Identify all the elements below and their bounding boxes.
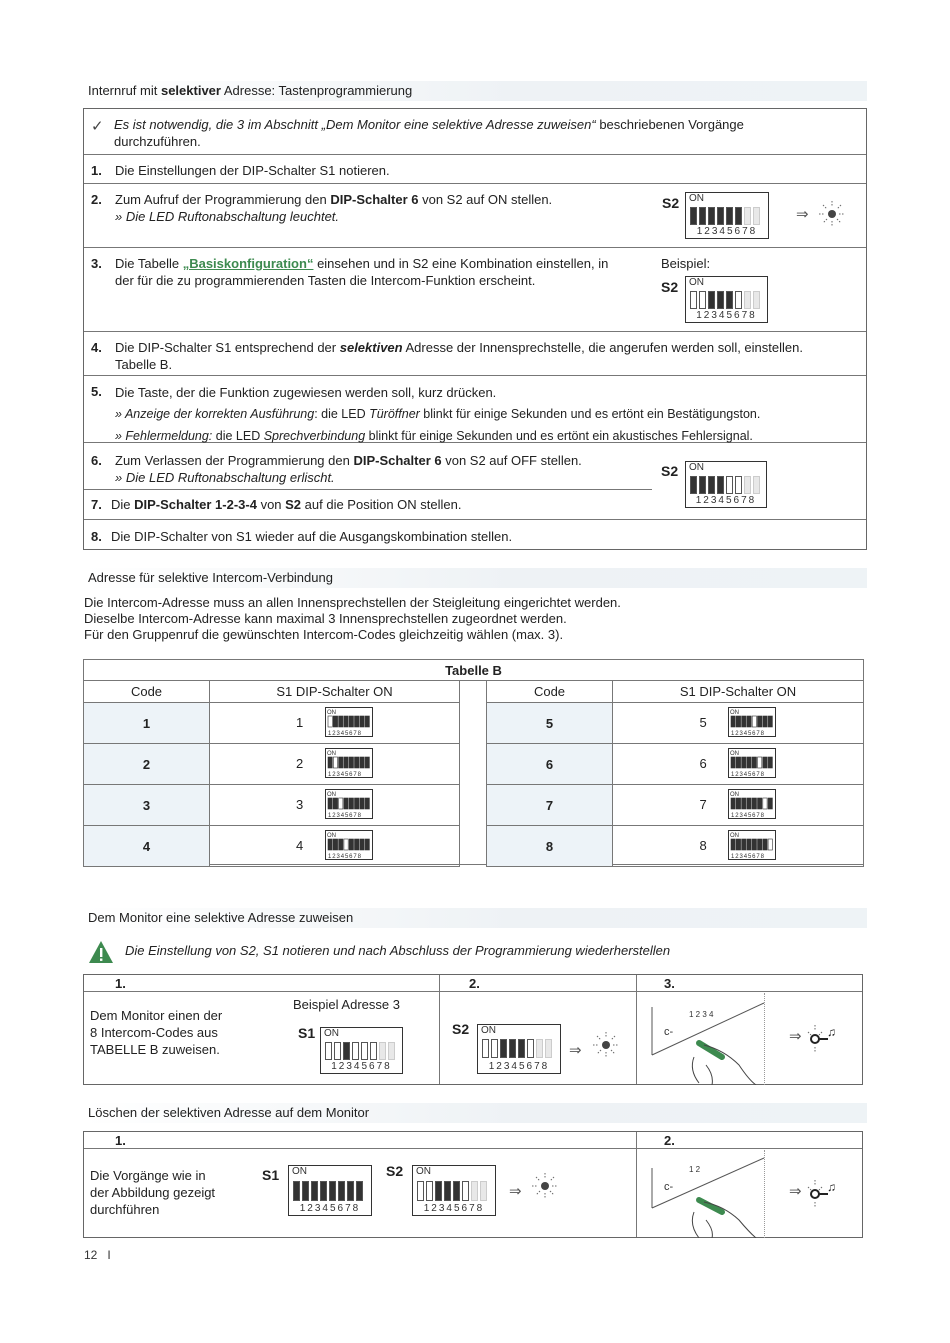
mini-dip-lever — [365, 839, 369, 850]
mini-dip-7 — [728, 789, 776, 822]
dip-switch-lever[interactable] — [379, 1042, 386, 1060]
table-row: 6 6 ON 12345678 — [487, 744, 864, 785]
mini-dip-lever — [344, 839, 348, 850]
dip-switch-lever[interactable] — [717, 291, 724, 309]
dip-switch-lever[interactable] — [545, 1039, 552, 1058]
dip-switch-lever[interactable] — [293, 1181, 300, 1201]
mini-dip-lever — [737, 716, 741, 727]
hand-press-illustration — [644, 1150, 774, 1241]
dip-switch-lever[interactable] — [690, 291, 697, 309]
mini-dip-lever — [328, 716, 332, 727]
table-b-left: Code S1 DIP-Schalter ON 1 1 ON 12345678 2 2 ON 12345678 3 3 ON 12345678 4 4 ON 12345678 — [83, 680, 460, 867]
mini-dip-lever — [742, 798, 746, 809]
dip-switch-s2-monitor — [477, 1024, 561, 1074]
dip-switch-lever[interactable] — [320, 1181, 327, 1201]
mini-dip-lever — [354, 757, 358, 768]
svg-text:c-: c- — [664, 1026, 674, 1038]
dip-switch-s2-step6 — [685, 461, 767, 508]
svg-text:12345678: 12345678 — [731, 730, 766, 737]
mini-dip-lever — [339, 757, 343, 768]
mini-dip-lever — [763, 716, 767, 727]
dip-switch-lever[interactable] — [744, 291, 751, 309]
mini-dip-lever — [737, 839, 741, 850]
mini-dip-lever — [742, 839, 746, 850]
dip-switch-lever[interactable] — [717, 207, 724, 225]
dip-switch-lever[interactable] — [480, 1181, 487, 1201]
mini-dip-lever — [747, 798, 751, 809]
mini-dip-lever — [742, 757, 746, 768]
svg-text:c-: c- — [664, 1181, 674, 1193]
svg-text:12345678: 12345678 — [327, 812, 362, 819]
dip-switch-lever[interactable] — [462, 1181, 469, 1201]
mini-dip-lever — [344, 716, 348, 727]
svg-text:♫: ♫ — [827, 1025, 836, 1039]
mini-dip-lever — [737, 798, 741, 809]
svg-text:1 2 3 4: 1 2 3 4 — [689, 1010, 714, 1019]
dip-switch-lever[interactable] — [444, 1181, 451, 1201]
mini-dip-lever — [763, 757, 767, 768]
dip-switch-lever[interactable] — [690, 207, 697, 225]
dip-switch-lever[interactable] — [753, 207, 760, 225]
arrow-icon: ⇒ — [796, 206, 809, 223]
dip-switch-lever[interactable] — [453, 1181, 460, 1201]
dip-switch-s2-delete — [412, 1165, 496, 1216]
step-8: 8. Die DIP-Schalter von S1 wieder auf die Ausgangskombination stellen. — [91, 529, 513, 544]
mini-dip-lever — [747, 757, 751, 768]
dip-switch-lever[interactable] — [744, 207, 751, 225]
svg-text:ON: ON — [730, 709, 740, 716]
svg-text:12345678: 12345678 — [731, 853, 766, 860]
mini-dip-lever — [339, 798, 343, 809]
dip-switch-s1-address3 — [320, 1027, 403, 1074]
warning-text: Die Einstellung von S2, S1 notieren und nach Abschluss der Programmierung wiederherstellen — [125, 943, 671, 958]
dip-switch-lever[interactable] — [334, 1042, 341, 1060]
step-1: 1. Die Einstellungen der DIP-Schalter S1 notieren. — [84, 155, 866, 184]
mini-dip-lever — [328, 757, 332, 768]
check-icon: ✓ — [91, 118, 104, 135]
mini-dip-lever — [365, 716, 369, 727]
section-title-internruf: Internruf mit selektiver Adresse: Tastenprogrammierung — [83, 81, 867, 101]
mini-dip-lever — [354, 839, 358, 850]
dip-switch-lever[interactable] — [352, 1042, 359, 1060]
dip-numbers: 12345678 — [695, 495, 757, 506]
dip-numbers: 12345678 — [696, 310, 757, 321]
section-title-monitor: Dem Monitor eine selektive Adresse zuweisen — [83, 908, 867, 928]
svg-text:ON: ON — [730, 791, 740, 798]
page-number: 12 I — [84, 1248, 111, 1262]
dip-switch-lever[interactable] — [708, 476, 715, 494]
steps-box — [83, 108, 867, 550]
mini-dip-3 — [325, 789, 373, 822]
svg-text:12345678: 12345678 — [327, 730, 362, 737]
mini-dip-lever — [349, 839, 353, 850]
dip-switch-lever[interactable] — [518, 1039, 525, 1058]
dip-switch-lever[interactable] — [708, 291, 715, 309]
dip-switch-lever[interactable] — [471, 1181, 478, 1201]
mini-dip-lever — [333, 716, 337, 727]
dip-switch-s2-step2 — [685, 192, 769, 239]
dip-switch-lever[interactable] — [536, 1039, 543, 1058]
dip-switch-lever[interactable] — [509, 1039, 516, 1058]
dip-switch-lever[interactable] — [726, 207, 733, 225]
dip-switch-lever[interactable] — [708, 207, 715, 225]
mini-dip-lever — [354, 716, 358, 727]
dip-numbers: 12345678 — [488, 1061, 550, 1072]
mini-dip-lever — [742, 716, 746, 727]
mini-dip-lever — [758, 716, 762, 727]
step-2: 2. Zum Aufruf der Programmierung den DIP-Schalter 6 von S2 auf ON stellen. » Die LED Ruftonabschaltung leuchtet. S2 ON 12345678 ⇒ — [84, 184, 866, 248]
mini-dip-lever — [747, 716, 751, 727]
dip-on-label: ON — [292, 1166, 307, 1177]
dip-switch-lever[interactable] — [753, 476, 760, 494]
mini-dip-lever — [737, 757, 741, 768]
note-row: ✓ Es ist notwendig, die 3 im Abschnitt „Dem Monitor eine selektive Adresse zuweisen“ beschriebenen Vorgänge durchzuführen. — [84, 109, 866, 155]
svg-text:12345678: 12345678 — [327, 771, 362, 778]
dip-switch-lever[interactable] — [491, 1039, 498, 1058]
mini-dip-lever — [758, 839, 762, 850]
svg-text:12345678: 12345678 — [327, 853, 362, 860]
mini-dip-lever — [349, 757, 353, 768]
mini-dip-lever — [328, 839, 332, 850]
dip-switch-lever[interactable] — [356, 1181, 363, 1201]
dip-switch-lever[interactable] — [426, 1181, 433, 1201]
dip-on-label: ON — [481, 1025, 496, 1036]
mini-dip-lever — [769, 839, 773, 850]
dip-switch-lever[interactable] — [325, 1042, 332, 1060]
dip-switch-lever[interactable] — [388, 1042, 395, 1060]
mini-dip-lever — [758, 757, 762, 768]
mini-dip-lever — [360, 716, 364, 727]
dip-switch-lever[interactable] — [500, 1039, 507, 1058]
table-row: 3 3 ON 12345678 — [84, 785, 460, 826]
dip-numbers: 12345678 — [331, 1061, 392, 1072]
s2-label: S2 — [662, 195, 680, 211]
warning-icon — [88, 940, 114, 967]
mini-dip-lever — [758, 798, 762, 809]
mini-dip-lever — [753, 839, 757, 850]
mini-dip-lever — [753, 716, 757, 727]
dip-switch-lever[interactable] — [435, 1181, 442, 1201]
svg-text:1 2: 1 2 — [689, 1165, 701, 1174]
svg-text:ON: ON — [326, 750, 336, 757]
dip-switch-lever[interactable] — [744, 476, 751, 494]
mini-dip-lever — [731, 757, 735, 768]
dip-switch-lever[interactable] — [311, 1181, 318, 1201]
table-row: 1 1 ON 12345678 — [84, 703, 460, 744]
table-b-title: Tabelle B — [84, 660, 863, 681]
svg-text:ON: ON — [326, 832, 336, 839]
dip-switch-s1-delete — [288, 1165, 372, 1216]
mini-dip-lever — [763, 798, 767, 809]
dip-on-label: ON — [689, 277, 704, 288]
dip-numbers: 12345678 — [423, 1203, 485, 1214]
section-title-adresse: Adresse für selektive Intercom-Verbindung — [83, 568, 867, 588]
step-5: 5. Die Taste, der die Funktion zugewiesen werden soll, kurz drücken. » Anzeige der korrekten Ausführung: die LED Türöffner blinkt für einige Sekunden und es ertönt ein Bestätigungston. » Fehlermeldung: die LED Sprechverbindung blinkt für einige Sekunden und es ertönt ein akustisches Fehlersignal. — [84, 376, 866, 443]
mini-dip-lever — [365, 757, 369, 768]
key-tone-icon — [806, 1178, 838, 1211]
table-row: 2 2 ON 12345678 — [84, 744, 460, 785]
dip-switch-lever[interactable] — [347, 1181, 354, 1201]
dip-numbers: 12345678 — [696, 226, 758, 237]
dip-switch-lever[interactable] — [753, 291, 760, 309]
dip-switch-lever[interactable] — [690, 476, 697, 494]
mini-dip-lever — [333, 757, 337, 768]
dip-switch-lever[interactable] — [329, 1181, 336, 1201]
mini-dip-5 — [728, 707, 776, 740]
mini-dip-2 — [325, 748, 373, 781]
mini-dip-lever — [731, 798, 735, 809]
dip-numbers: 12345678 — [299, 1203, 361, 1214]
dip-switch-lever[interactable] — [699, 476, 706, 494]
mini-dip-lever — [328, 798, 332, 809]
mini-dip-lever — [769, 798, 773, 809]
mini-dip-lever — [769, 716, 773, 727]
mini-dip-lever — [731, 716, 735, 727]
step-3: 3. Die Tabelle „Basiskonfiguration“ einsehen und in S2 eine Kombination einstellen, in der für die zu programmierenden Tasten die Intercom-Funktion erscheint. Beispiel: S2 ON 12345678 — [84, 248, 866, 332]
svg-text:12345678: 12345678 — [731, 812, 766, 819]
mini-dip-lever — [339, 716, 343, 727]
dip-switch-lever[interactable] — [302, 1181, 309, 1201]
dip-on-label: ON — [324, 1028, 339, 1039]
mini-dip-lever — [769, 757, 773, 768]
mini-dip-lever — [731, 839, 735, 850]
dip-switch-lever[interactable] — [343, 1042, 350, 1060]
svg-text:ON: ON — [326, 709, 336, 716]
dip-switch-lever[interactable] — [699, 207, 706, 225]
dip-switch-lever[interactable] — [361, 1042, 368, 1060]
led-blink-icon — [592, 1031, 620, 1062]
mini-dip-lever — [333, 839, 337, 850]
dip-switch-lever[interactable] — [338, 1181, 345, 1201]
mini-dip-lever — [753, 798, 757, 809]
mini-dip-lever — [360, 757, 364, 768]
table-row: 5 5 ON 12345678 — [487, 703, 864, 744]
mini-dip-lever — [360, 839, 364, 850]
section2-text: Die Intercom-Adresse muss an allen Innensprechstellen der Steigleitung eingerichtet werden. Dieselbe Intercom-Adresse kann maximal 3 Innensprechstellen zugeordnet werden. Für den Gruppenruf die gewünschten Intercom-Codes gleichzeitig wählen (max. 3). — [84, 595, 621, 642]
svg-text:12345678: 12345678 — [731, 771, 766, 778]
dip-switch-lever[interactable] — [527, 1039, 534, 1058]
dip-switch-lever[interactable] — [417, 1181, 424, 1201]
table-row: 7 7 ON 12345678 — [487, 785, 864, 826]
key-tone-icon — [806, 1023, 838, 1056]
dip-switch-lever[interactable] — [735, 476, 742, 494]
mini-dip-lever — [753, 757, 757, 768]
dip-on-label: ON — [689, 462, 704, 473]
mini-dip-lever — [349, 798, 353, 809]
dip-switch-lever[interactable] — [370, 1042, 377, 1060]
mini-dip-lever — [349, 716, 353, 727]
mini-dip-lever — [747, 839, 751, 850]
dip-switch-lever[interactable] — [726, 291, 733, 309]
dip-on-label: ON — [416, 1166, 431, 1177]
delete-steps: 1. 2. Die Vorgänge wie in der Abbildung gezeigt durchführen S1 ON 12345678 S2 ON 12345678 ⇒ c- 1 2 ⇒ ♫ — [83, 1131, 863, 1238]
mini-dip-6 — [728, 748, 776, 781]
mini-dip-8 — [728, 830, 776, 863]
table-b-right: Code S1 DIP-Schalter ON 5 5 ON 12345678 6 6 ON 12345678 7 7 ON 12345678 8 8 ON 12345678 — [486, 680, 864, 867]
section-title-loeschen: Löschen der selektiven Adresse auf dem Monitor — [83, 1103, 867, 1123]
dip-switch-lever[interactable] — [735, 207, 742, 225]
mini-dip-lever — [360, 798, 364, 809]
led-blink-icon — [818, 200, 846, 231]
mini-dip-lever — [344, 798, 348, 809]
dip-switch-lever[interactable] — [482, 1039, 489, 1058]
hand-press-illustration — [644, 995, 774, 1088]
monitor-steps: 1. 2. 3. Dem Monitor einen der 8 Intercom-Codes aus TABELLE B zuweisen. Beispiel Adresse 3 S1 ON 12345678 S2 ON 12345678 ⇒ c- 1 2 3 4 ⇒ ♫ — [83, 974, 863, 1085]
mini-dip-1 — [325, 707, 373, 740]
dip-switch-lever[interactable] — [717, 476, 724, 494]
mini-dip-lever — [354, 798, 358, 809]
svg-text:ON: ON — [326, 791, 336, 798]
dip-switch-lever[interactable] — [735, 291, 742, 309]
table-row: 4 4 ON 12345678 — [84, 826, 460, 867]
table-row: 8 8 ON 12345678 — [487, 826, 864, 867]
step-4: 4. Die DIP-Schalter S1 entsprechend der selektiven Adresse der Innensprechstelle, die angerufen werden soll, einstellen. Tabelle B. — [84, 332, 866, 376]
mini-dip-4 — [325, 830, 373, 863]
basiskonfiguration-link[interactable]: „Basiskonfiguration“ — [182, 256, 314, 271]
mini-dip-lever — [763, 839, 767, 850]
dip-switch-lever[interactable] — [699, 291, 706, 309]
svg-text:ON: ON — [730, 750, 740, 757]
mini-dip-lever — [344, 757, 348, 768]
svg-text:ON: ON — [730, 832, 740, 839]
dip-switch-s2-step3 — [685, 276, 768, 323]
svg-text:♫: ♫ — [827, 1180, 836, 1194]
mini-dip-lever — [333, 798, 337, 809]
led-blink-icon — [531, 1172, 559, 1203]
step-6-7: 6. Zum Verlassen der Programmierung den DIP-Schalter 6 von S2 auf OFF stellen. » Die LED Ruftonabschaltung erlischt. 7. Die DIP-Schalter 1-2-3-4 von S2 auf die Position ON stellen. S2 ON 12345678 — [84, 443, 866, 520]
dip-switch-lever[interactable] — [726, 476, 733, 494]
mini-dip-lever — [339, 839, 343, 850]
dip-on-label: ON — [689, 193, 704, 204]
mini-dip-lever — [365, 798, 369, 809]
